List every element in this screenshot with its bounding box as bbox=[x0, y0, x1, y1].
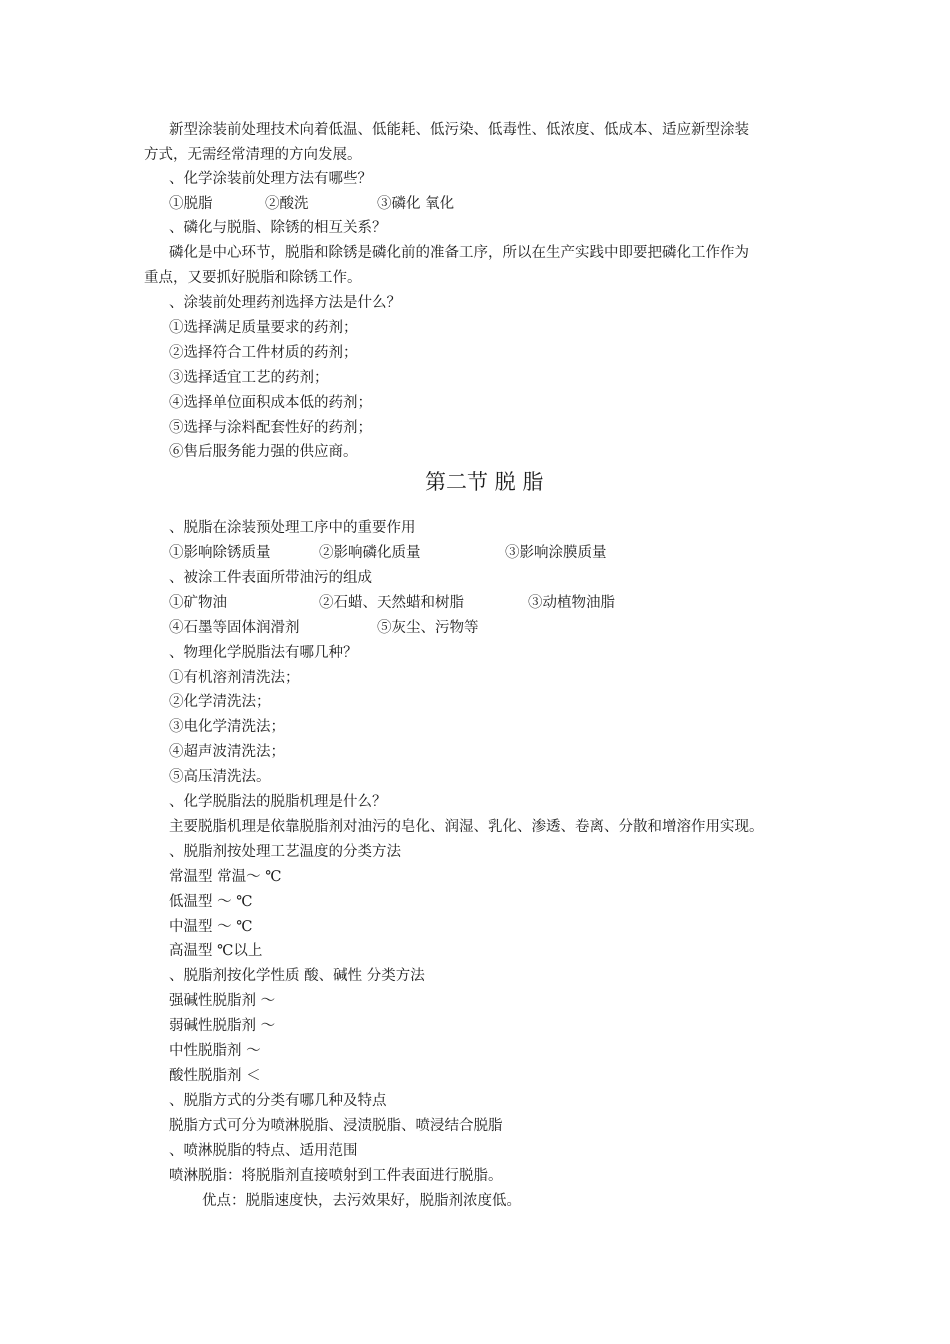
list-item: ⑤灰尘、污物等 bbox=[377, 620, 479, 636]
question-physchem: 、物理化学脱脂法有哪几种？ bbox=[169, 645, 358, 661]
question-oil-composition: 、被涂工件表面所带油污的组成 bbox=[169, 570, 372, 586]
spray-definition: 喷淋脱脂：将脱脂剂直接喷射到工件表面进行脱脂。 bbox=[169, 1168, 503, 1184]
list-item: ①选择满足质量要求的药剂； bbox=[169, 320, 358, 336]
list-item: ①矿物油 bbox=[169, 595, 227, 611]
list-item: 中温型 ～ ℃ bbox=[169, 919, 253, 935]
list-item: ①脱脂 bbox=[169, 196, 213, 212]
list-item: ②石蜡、天然蜡和树脂 bbox=[319, 595, 464, 611]
list-item: ③电化学清洗法； bbox=[169, 719, 285, 735]
list-item: ③选择适宜工艺的药剂； bbox=[169, 370, 329, 386]
relation-answer-1: 磷化是中心环节，脱脂和除锈是磷化前的准备工序，所以在生产实践中即要把磷化工作作为 bbox=[169, 245, 749, 261]
section-title: 第二节 脱 脂 bbox=[425, 470, 544, 494]
mechanism-answer: 主要脱脂机理是依靠脱脂剂对油污的皂化、润湿、乳化、渗透、卷离、分散和增溶作用实现。 bbox=[169, 819, 764, 835]
list-item: ③磷化 氧化 bbox=[377, 196, 455, 212]
list-item: ③影响涂膜质量 bbox=[505, 545, 607, 561]
relation-answer-2: 重点，又要抓好脱脂和除锈工作。 bbox=[144, 270, 362, 286]
question-chemistry: 、脱脂剂按化学性质 酸、碱性 分类方法 bbox=[169, 968, 425, 984]
modes-answer: 脱脂方式可分为喷淋脱脂、浸渍脱脂、喷浸结合脱脂 bbox=[169, 1118, 503, 1134]
list-item: 酸性脱脂剂 ＜ bbox=[169, 1068, 261, 1084]
list-item: ④超声波清洗法； bbox=[169, 744, 285, 760]
spray-advantage: 优点：脱脂速度快，去污效果好，脱脂剂浓度低。 bbox=[202, 1193, 521, 1209]
list-item: ①有机溶剂清洗法； bbox=[169, 670, 300, 686]
question-temperature: 、脱脂剂按处理工艺温度的分类方法 bbox=[169, 844, 401, 860]
list-item: ③动植物油脂 bbox=[528, 595, 615, 611]
question-agent-selection: 、涂装前处理药剂选择方法是什么？ bbox=[169, 295, 401, 311]
question-relation: 、磷化与脱脂、除锈的相互关系？ bbox=[169, 220, 387, 236]
list-item: ⑥售后服务能力强的供应商。 bbox=[169, 444, 358, 460]
question-importance: 、脱脂在涂装预处理工序中的重要作用 bbox=[169, 520, 416, 536]
intro-line-2: 方式，无需经常清理的方向发展。 bbox=[144, 147, 362, 163]
list-item: ①影响除锈质量 bbox=[169, 545, 271, 561]
intro-line-1: 新型涂装前处理技术向着低温、低能耗、低污染、低毒性、低浓度、低成本、适应新型涂装 bbox=[169, 122, 749, 138]
list-item: 低温型 ～ ℃ bbox=[169, 894, 253, 910]
list-item: ⑤选择与涂料配套性好的药剂； bbox=[169, 420, 372, 436]
list-item: 强碱性脱脂剂 ～ bbox=[169, 993, 276, 1009]
question-modes: 、脱脂方式的分类有哪几种及特点 bbox=[169, 1093, 387, 1109]
list-item: ②酸洗 bbox=[265, 196, 309, 212]
list-item: ④石墨等固体润滑剂 bbox=[169, 620, 300, 636]
list-item: 中性脱脂剂 ～ bbox=[169, 1043, 261, 1059]
list-item: 高温型 ℃以上 bbox=[169, 943, 263, 959]
list-item: ⑤高压清洗法。 bbox=[169, 769, 271, 785]
list-item: 常温型 常温～ ℃ bbox=[169, 869, 282, 885]
list-item: ④选择单位面积成本低的药剂； bbox=[169, 395, 372, 411]
list-item: ②选择符合工件材质的药剂； bbox=[169, 345, 358, 361]
list-item: 弱碱性脱脂剂 ～ bbox=[169, 1018, 276, 1034]
question-spray: 、喷淋脱脂的特点、适用范围 bbox=[169, 1143, 358, 1159]
list-item: ②影响磷化质量 bbox=[319, 545, 421, 561]
question-chem-methods: 、化学涂装前处理方法有哪些？ bbox=[169, 171, 372, 187]
list-item: ②化学清洗法； bbox=[169, 694, 271, 710]
question-mechanism: 、化学脱脂法的脱脂机理是什么？ bbox=[169, 794, 387, 810]
